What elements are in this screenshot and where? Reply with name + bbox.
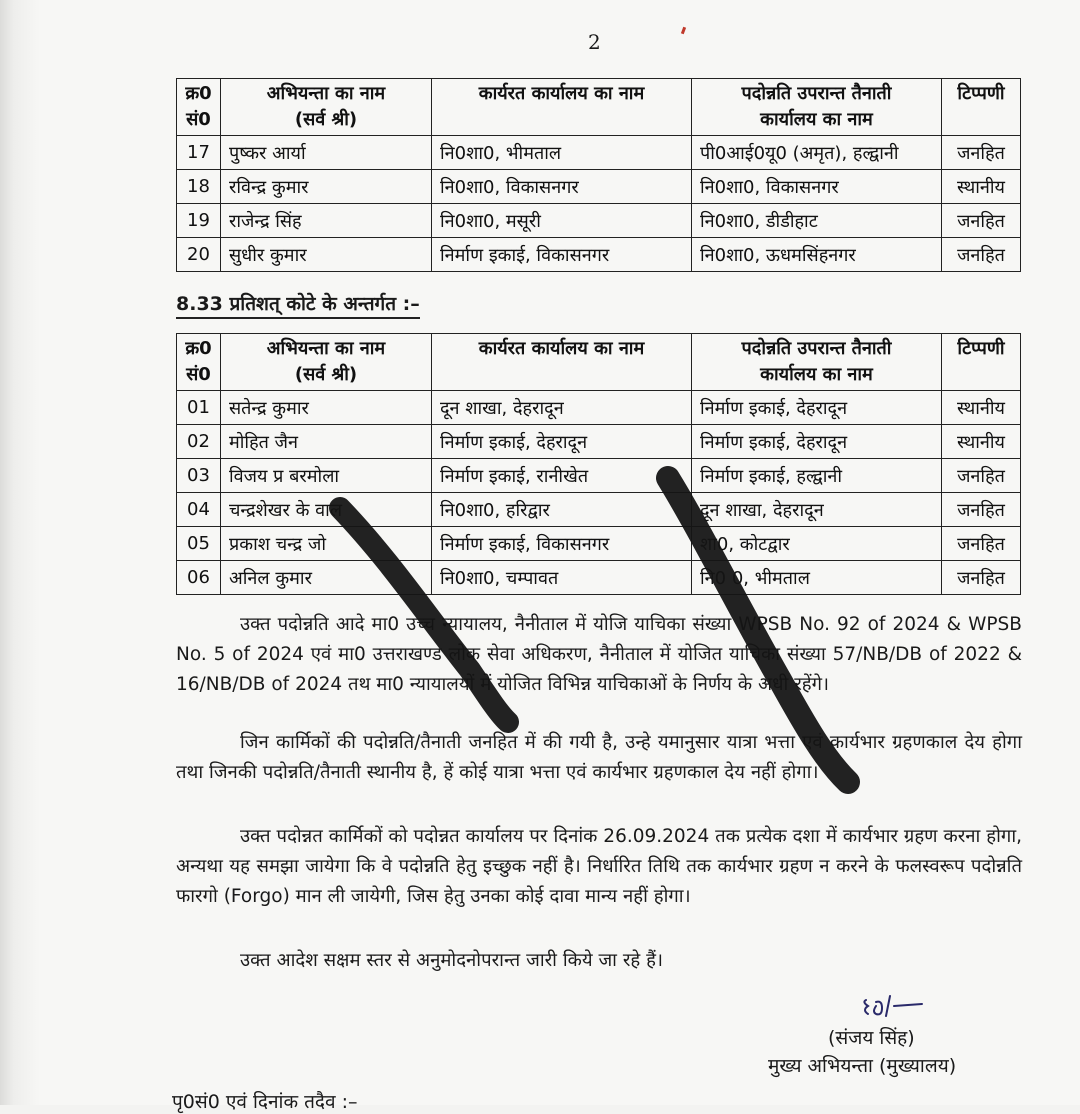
name-header: अभियन्ता का नाम (सर्व श्री) <box>221 334 432 391</box>
remark-cell: स्थानीय <box>942 391 1021 425</box>
serial-cell: 06 <box>177 561 221 595</box>
remark-cell: स्थानीय <box>942 170 1021 204</box>
current-office-cell: नि0शा0, भीमताल <box>432 136 692 170</box>
remark-cell: जनहित <box>942 459 1021 493</box>
promotion-table-2 <box>176 333 1021 595</box>
posting-office-cell: निर्माण इकाई, देहरादून <box>692 391 942 425</box>
posting-office-cell: नि0शा0, विकासनगर <box>692 170 942 204</box>
name-cell: मोहित जैन <box>221 425 432 459</box>
signature-scribble <box>860 992 930 1028</box>
current-office-cell: नि0शा0, चम्पावत <box>432 561 692 595</box>
current-office-cell: निर्माण इकाई, देहरादून <box>432 425 692 459</box>
posting-office-cell: नि0शा0, ऊधमसिंहनगर <box>692 238 942 272</box>
section-heading: 8.33 प्रतिशत् कोटे के अन्तर्गत :– <box>176 290 420 319</box>
page-number: 2 <box>588 30 601 54</box>
serial-cell: 19 <box>177 204 221 238</box>
serial-cell: 20 <box>177 238 221 272</box>
table-row <box>177 391 1021 425</box>
table-header-row <box>177 79 1021 136</box>
posting-office-cell: निर्माण इकाई, देहरादून <box>692 425 942 459</box>
serial-cell: 02 <box>177 425 221 459</box>
current-office-header: कार्यरत कार्यालय का नाम <box>432 334 692 391</box>
name-cell: राजेन्द्र सिंह <box>221 204 432 238</box>
serial-cell: 04 <box>177 493 221 527</box>
signatory-name: (संजय सिंह) <box>828 1027 915 1049</box>
serial-cell: 03 <box>177 459 221 493</box>
name-cell: सुधीर कुमार <box>221 238 432 272</box>
current-office-cell: निर्माण इकाई, रानीखेत <box>432 459 692 493</box>
posting-office-header: पदोन्नति उपरान्त तैनाती कार्यालय का नाम <box>692 334 942 391</box>
table-row <box>177 493 1021 527</box>
posting-office-cell: नि0 0, भीमताल <box>692 561 942 595</box>
serial-cell: 17 <box>177 136 221 170</box>
table-row <box>177 170 1021 204</box>
approval-paragraph: उक्त आदेश सक्षम स्तर से अनुमोदनोपरान्त जारी किये जा रहे हैं। <box>240 950 663 971</box>
remark-cell: जनहित <box>942 204 1021 238</box>
name-cell: पुष्कर आर्या <box>221 136 432 170</box>
posting-office-cell: पी0आई0यू0 (अमृत), हल्द्वानी <box>692 136 942 170</box>
remark-cell: जनहित <box>942 561 1021 595</box>
name-cell: सतेन्द्र कुमार <box>221 391 432 425</box>
serial-cell: 05 <box>177 527 221 561</box>
court-petition-paragraph: उक्त पदोन्नति आदे मा0 उच्च न्यायालय, नैनीताल में योजि याचिका संख्या WPSB No. 92 of 2024 & WPSB No. 5 of 2024 एवं मा0 उत्तराखण्ड लोक सेवा अधिकरण, नैनीताल में योजित याचिका संख्या 57/NB/DB of 2022 & 16/NB/DB of 2024 तथ मा0 न्यायालयों में योजित विभिन्न याचिकाओं के निर्णय के अधी रहेंगे। <box>176 614 1022 695</box>
table-row <box>177 459 1021 493</box>
promotion-table-1 <box>176 78 1021 272</box>
posting-office-cell: नि0शा0, डीडीहाट <box>692 204 942 238</box>
posting-office-cell: शा0, कोटद्वार <box>692 527 942 561</box>
current-office-cell: निर्माण इकाई, विकासनगर <box>432 527 692 561</box>
remark-cell: जनहित <box>942 136 1021 170</box>
name-header: अभियन्ता का नाम (सर्व श्री) <box>221 79 432 136</box>
remark-cell: जनहित <box>942 238 1021 272</box>
serial-cell: 01 <box>177 391 221 425</box>
current-office-cell: नि0शा0, विकासनगर <box>432 170 692 204</box>
remark-header: टिप्पणी <box>942 334 1021 391</box>
current-office-cell: नि0शा0, मसूरी <box>432 204 692 238</box>
travel-allowance-paragraph: जिन कार्मिकों की पदोन्नति/तैनाती जनहित में की गयी है, उन्हे यमानुसार यात्रा भत्ता एवं कार्यभार ग्रहणकाल देय होगा तथा जिनकी पदोन्नति/तैनाती स्थानीय है, हें कोई यात्रा भत्ता एवं कार्यभार ग्रहणकाल देय नहीं होगा। <box>176 732 1022 783</box>
posting-office-cell: दून शाखा, देहरादून <box>692 493 942 527</box>
current-office-cell: निर्माण इकाई, विकासनगर <box>432 238 692 272</box>
table-row <box>177 136 1021 170</box>
current-office-cell: दून शाखा, देहरादून <box>432 391 692 425</box>
signatory-designation: मुख्य अभियन्ता (मुख्यालय) <box>768 1055 957 1077</box>
name-cell: प्रकाश चन्द्र जो <box>221 527 432 561</box>
remark-cell: स्थानीय <box>942 425 1021 459</box>
remark-header: टिप्पणी <box>942 79 1021 136</box>
name-cell: चन्द्रशेखर के वाल <box>221 493 432 527</box>
posting-office-cell: निर्माण इकाई, हल्द्वानी <box>692 459 942 493</box>
table-header-row <box>177 334 1021 391</box>
current-office-cell: नि0शा0, हरिद्वार <box>432 493 692 527</box>
name-cell: विजय प्र बरमोला <box>221 459 432 493</box>
joining-deadline-paragraph: उक्त पदोन्नत कार्मिकों को पदोन्नत कार्यालय पर दिनांक 26.09.2024 तक प्रत्येक दशा में कार्यभार ग्रहण करना होगा, अन्यथा यह समझा जायेगा कि वे पदोन्नति हेतु इच्छुक नहीं है। निर्धारित तिथि तक कार्यभार ग्रहण न करने के फलस्वरूप पदोन्नति फारगो (Forgo) मान ली जायेगी, जिस हेतु उनका कोई दावा मान्य नहीं होगा। <box>176 826 1022 907</box>
serial-header: क्र0 सं0 <box>177 79 221 136</box>
table-row <box>177 204 1021 238</box>
table-row <box>177 561 1021 595</box>
remark-cell: जनहित <box>942 493 1021 527</box>
table-row <box>177 527 1021 561</box>
name-cell: अनिल कुमार <box>221 561 432 595</box>
remark-cell: जनहित <box>942 527 1021 561</box>
name-cell: रविन्द्र कुमार <box>221 170 432 204</box>
current-office-header: कार्यरत कार्यालय का नाम <box>432 79 692 136</box>
table-row <box>177 238 1021 272</box>
posting-office-header: पदोन्नति उपरान्त तैनाती कार्यालय का नाम <box>692 79 942 136</box>
serial-header: क्र0 सं0 <box>177 334 221 391</box>
table-row <box>177 425 1021 459</box>
serial-cell: 18 <box>177 170 221 204</box>
reference-line: पृ0सं0 एवं दिनांक तदैव :– <box>172 1091 358 1113</box>
